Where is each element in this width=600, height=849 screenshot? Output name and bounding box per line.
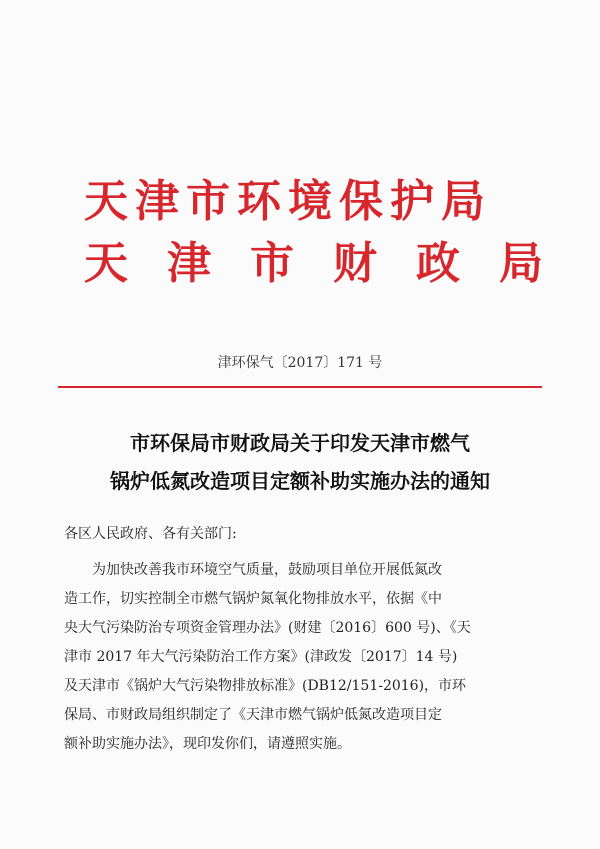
salutation: 各区人民政府、各有关部门:	[64, 526, 237, 542]
title-line-2: 锅炉低氮改造项目定额补助实施办法的通知	[110, 469, 490, 493]
document-number: 津环保气〔2017〕171 号	[217, 355, 383, 371]
body-line: 为加快改善我市环境空气质量，鼓励项目单位开展低氮改	[92, 562, 442, 578]
title-line-1: 市环保局市财政局关于印发天津市燃气	[130, 431, 470, 455]
issuing-org-finance-bureau: 天津市财政局	[84, 238, 582, 289]
body-paragraph	[64, 556, 536, 759]
body-line: 额补助实施办法》，现印发你们，请遵照实施。	[64, 736, 351, 752]
document-title	[40, 424, 560, 500]
red-divider-line	[58, 386, 542, 388]
body-line: 保局、市财政局组织制定了《天津市燃气锅炉低氮改造项目定	[64, 707, 442, 723]
body-line: 津市 2017 年大气污染防治工作方案》(津政发〔2017〕14 号)	[64, 649, 458, 665]
issuing-org-environment-bureau: 天津市环境保护局	[84, 176, 492, 227]
body-line: 造工作，切实控制全市燃气锅炉氮氧化物排放水平，依据《中	[64, 591, 442, 607]
body-line: 央大气污染防治专项资金管理办法》(财建〔2016〕600 号)、《天	[64, 620, 471, 636]
body-line: 及天津市《锅炉大气污染物排放标准》(DB12/151-2016)，市环	[64, 678, 467, 694]
